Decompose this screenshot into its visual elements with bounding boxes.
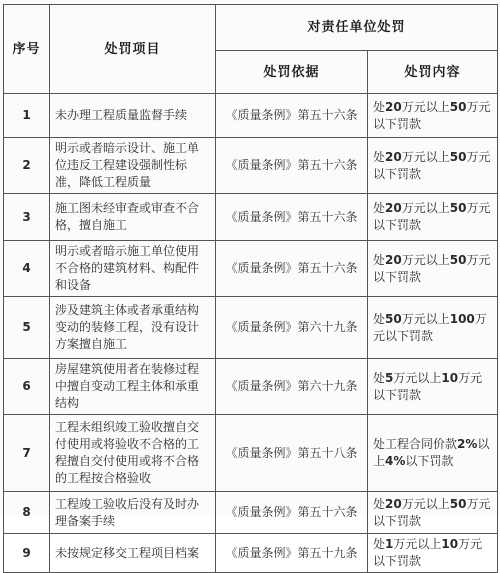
table-row [4, 359, 498, 415]
header-no: 序号 [4, 5, 50, 94]
row-basis: 《质量条例》第五十六条 [216, 194, 368, 241]
row-number: 1 [4, 94, 50, 138]
table-row [4, 297, 498, 359]
row-content: 处1万元以上10万元以下罚款 [368, 534, 498, 573]
row-item: 涉及建筑主体或者承重结构变动的装修工程，没有设计方案擅自施工 [50, 297, 216, 359]
table-header-row [4, 5, 498, 51]
row-number: 9 [4, 534, 50, 573]
row-item: 明示或者暗示设计、施工单位违反工程建设强制性标准，降低工程质量 [50, 138, 216, 194]
row-item: 工程未组织竣工验收擅自交付使用或将验收不合格的工程擅自交付使用或将不合格的工程按合格验收 [50, 415, 216, 492]
row-item: 房屋建筑使用者在装修过程中擅自变动工程主体和承重结构 [50, 359, 216, 415]
row-item: 施工图未经审查或审查不合格，擅自施工 [50, 194, 216, 241]
table-row [4, 241, 498, 297]
row-basis: 《质量条例》第五十八条 [216, 415, 368, 492]
row-content: 处20万元以上50万元以下罚款 [368, 241, 498, 297]
row-number: 6 [4, 359, 50, 415]
table-row [4, 194, 498, 241]
row-content: 处5万元以上10万元以下罚款 [368, 359, 498, 415]
row-content: 处20万元以上50万元以下罚款 [368, 194, 498, 241]
row-number: 2 [4, 138, 50, 194]
header-basis: 处罚依据 [216, 51, 368, 94]
row-basis: 《质量条例》第六十九条 [216, 297, 368, 359]
row-item: 工程竣工验收后没有及时办理备案手续 [50, 492, 216, 534]
row-number: 3 [4, 194, 50, 241]
row-number: 8 [4, 492, 50, 534]
row-content: 处20万元以上50万元以下罚款 [368, 94, 498, 138]
row-item: 未办理工程质量监督手续 [50, 94, 216, 138]
row-content: 处20万元以上50万元以下罚款 [368, 138, 498, 194]
row-basis: 《质量条例》第五十六条 [216, 241, 368, 297]
header-group: 对责任单位处罚 [216, 5, 498, 51]
row-item: 明示或者暗示施工单位使用不合格的建筑材料、构配件和设备 [50, 241, 216, 297]
row-basis: 《质量条例》第五十六条 [216, 492, 368, 534]
row-number: 4 [4, 241, 50, 297]
penalty-table [3, 4, 498, 573]
row-basis: 《质量条例》第六十九条 [216, 359, 368, 415]
row-content: 处20万元以上50万元以下罚款 [368, 492, 498, 534]
header-content: 处罚内容 [368, 51, 498, 94]
table-row [4, 138, 498, 194]
row-basis: 《质量条例》第五十九条 [216, 534, 368, 573]
row-content: 处50万元以上100万元以下罚款 [368, 297, 498, 359]
table-row [4, 415, 498, 492]
table-row [4, 94, 498, 138]
table-row [4, 534, 498, 573]
row-basis: 《质量条例》第五十六条 [216, 94, 368, 138]
row-item: 未按规定移交工程项目档案 [50, 534, 216, 573]
row-content: 处工程合同价款2%以上4%以下罚款 [368, 415, 498, 492]
header-item: 处罚项目 [50, 5, 216, 94]
row-basis: 《质量条例》第五十六条 [216, 138, 368, 194]
table-row [4, 492, 498, 534]
row-number: 5 [4, 297, 50, 359]
row-number: 7 [4, 415, 50, 492]
